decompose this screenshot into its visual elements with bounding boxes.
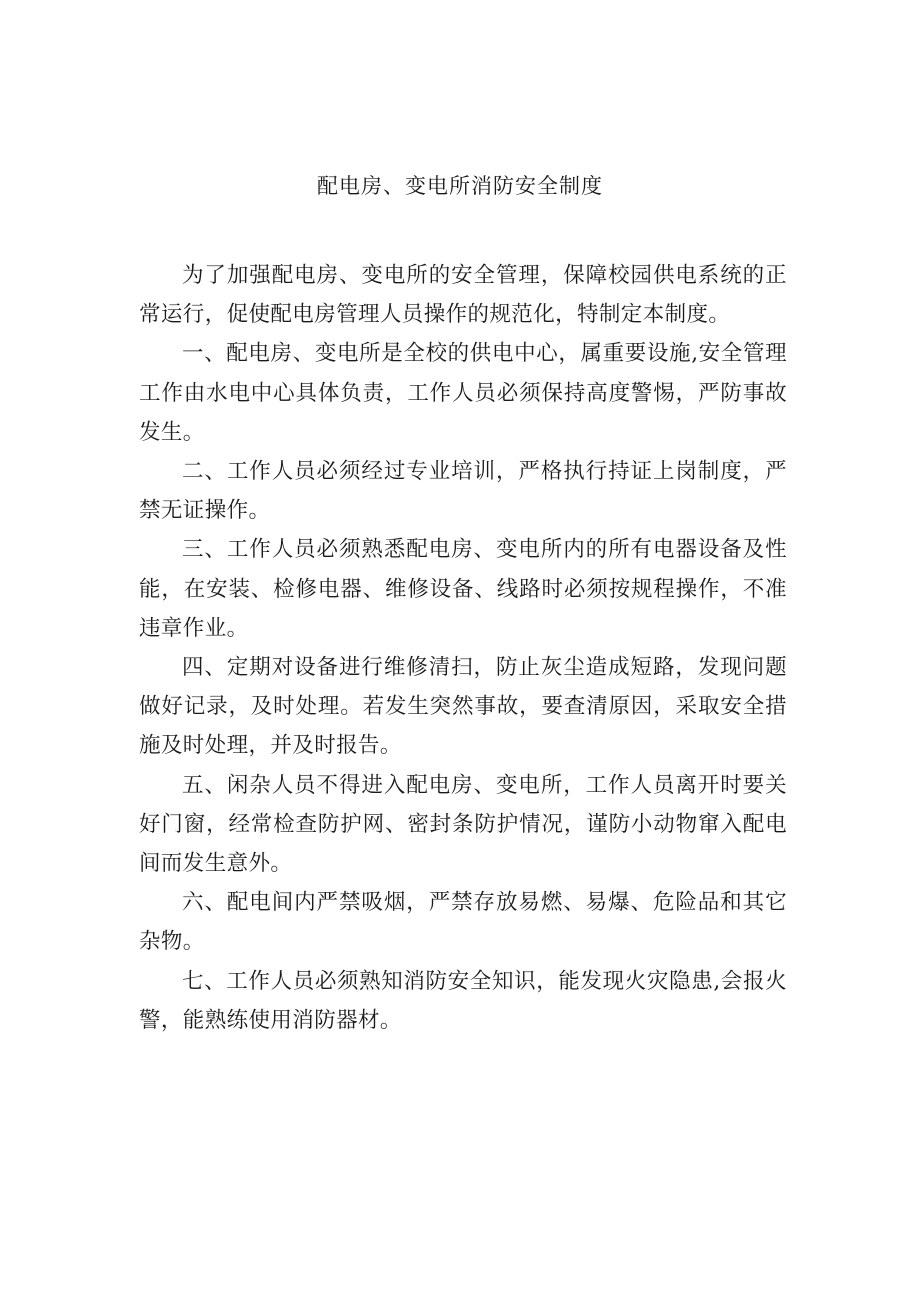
- paragraph-rule-2: 二、工作人员必须经过专业培训，严格执行持证上岗制度，严禁无证操作。: [139, 459, 787, 524]
- paragraph-rule-5: 五、闲杂人员不得进入配电房、变电所，工作人员离开时要关好门窗，经常检查防护网、密封条防护情况，谨防小动物窜入配电间而发生意外。: [139, 772, 787, 877]
- paragraph-rule-7: 七、工作人员必须熟知消防安全知识，能发现火灾隐患,会报火警，能熟练使用消防器材。: [139, 968, 787, 1033]
- document-body: [139, 256, 787, 1040]
- paragraph-rule-1: 一、配电房、变电所是全校的供电中心，属重要设施,安全管理工作由水电中心具体负责，工作人员必须保持高度警惕，严防事故发生。: [139, 341, 787, 445]
- paragraph-rule-6: 六、配电间内严禁吸烟，严禁存放易燃、易爆、危险品和其它杂物。: [139, 890, 787, 955]
- paragraph-rule-3: 三、工作人员必须熟悉配电房、变电所内的所有电器设备及性能，在安装、检修电器、维修设备、线路时必须按规程操作，不准违章作业。: [139, 537, 787, 641]
- paragraph-intro: 为了加强配电房、变电所的安全管理，保障校园供电系统的正常运行，促使配电房管理人员操作的规范化，特制定本制度。: [139, 263, 787, 328]
- paragraph-rule-4: 四、定期对设备进行维修清扫，防止灰尘造成短路，发现问题做好记录，及时处理。若发生突然事故，要查清原因，采取安全措施及时处理，并及时报告。: [139, 655, 787, 759]
- document-title: 配电房、变电所消防安全制度: [317, 174, 603, 198]
